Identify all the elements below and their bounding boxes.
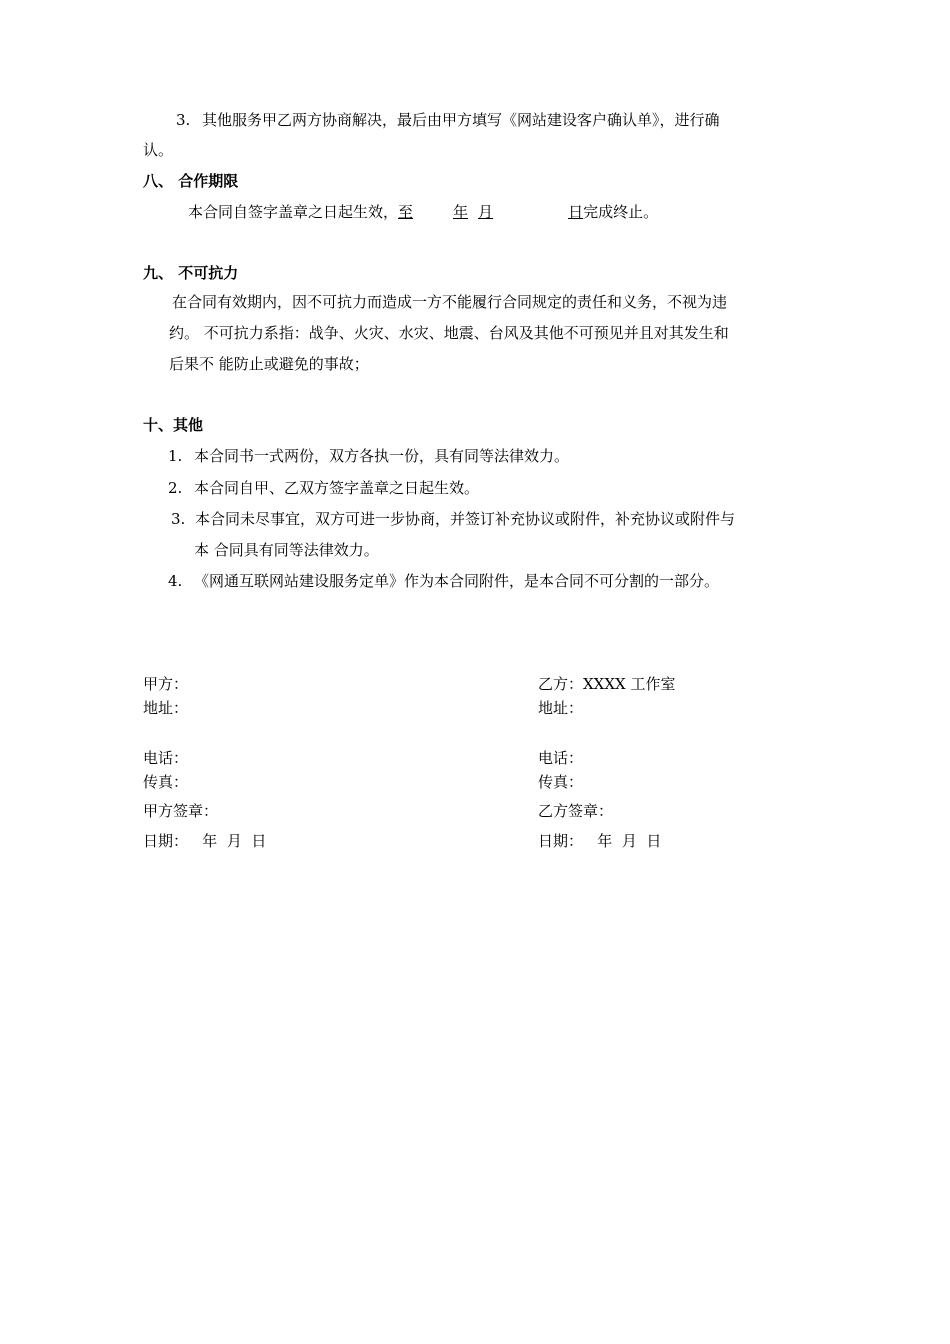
party-a-name: 甲方： (143, 675, 189, 693)
list-item: 《网通互联网站建设服务定单》作为本合同附件，是本合同不可分割的一部分。 (194, 572, 720, 590)
term-blank (398, 203, 583, 221)
section-heading: 九、 不可抗力 (143, 264, 239, 282)
item-number: 4. (168, 572, 183, 590)
blank-part: 至 (398, 203, 414, 221)
party-a-address: 地址： (143, 699, 189, 717)
paragraph-line: 其他服务甲乙两方协商解决，最后由甲方填写《网站建设客户确认单》，进行确 (202, 111, 720, 129)
party-a-fax: 传真： (143, 773, 189, 791)
blank-part: 日 (568, 203, 584, 221)
party-b-fax: 传真： (538, 773, 584, 791)
item-number: 2. (168, 479, 183, 497)
paragraph-line: 认。 (143, 141, 174, 159)
item-number: 1. (168, 447, 183, 465)
list-item: 本合同书一式两份，双方各执一份，具有同等法律效力。 (194, 447, 570, 465)
paragraph-line: 约。 不可抗力系指：战争、火灾、水灾、地震、台风及其他不可预见并且对其发生和 (169, 324, 729, 342)
paragraph-line: 后果不 能防止或避免的事故； (169, 355, 369, 373)
section-heading: 十、其他 (143, 416, 204, 434)
paragraph-line: 在合同有效期内，因不可抗力而造成一方不能履行合同规定的责任和义务，不视为违 (172, 293, 728, 311)
blank-part: 年 (453, 203, 469, 221)
party-b-seal: 乙方签章： (538, 802, 614, 820)
item-number: 3. (171, 510, 186, 528)
list-item-continuation: 本 合同具有同等法律效力。 (194, 541, 379, 559)
term-paragraph (188, 202, 658, 222)
party-a-phone: 电话： (143, 749, 189, 767)
section-heading: 八、 合作期限 (143, 172, 239, 190)
term-text: 本合同自签字盖章之日起生效， (188, 203, 399, 221)
party-a-date: 日期： 年 月 日 (143, 832, 267, 850)
party-b-phone: 电话： (538, 749, 584, 767)
item-number: 3. (176, 111, 191, 129)
list-item: 本合同自甲、乙双方签字盖章之日起生效。 (194, 479, 480, 497)
term-text: 完成终止。 (583, 203, 659, 221)
party-b-name: 乙方：XXXX 工作室 (538, 675, 676, 693)
party-a-seal: 甲方签章： (143, 802, 219, 820)
blank-part: 月 (478, 203, 494, 221)
party-b-address: 地址： (538, 699, 584, 717)
list-item: 本合同未尽事宜，双方可进一步协商，并签订补充协议或附件，补充协议或附件与 (195, 510, 736, 528)
party-b-date: 日期： 年 月 日 (538, 832, 662, 850)
